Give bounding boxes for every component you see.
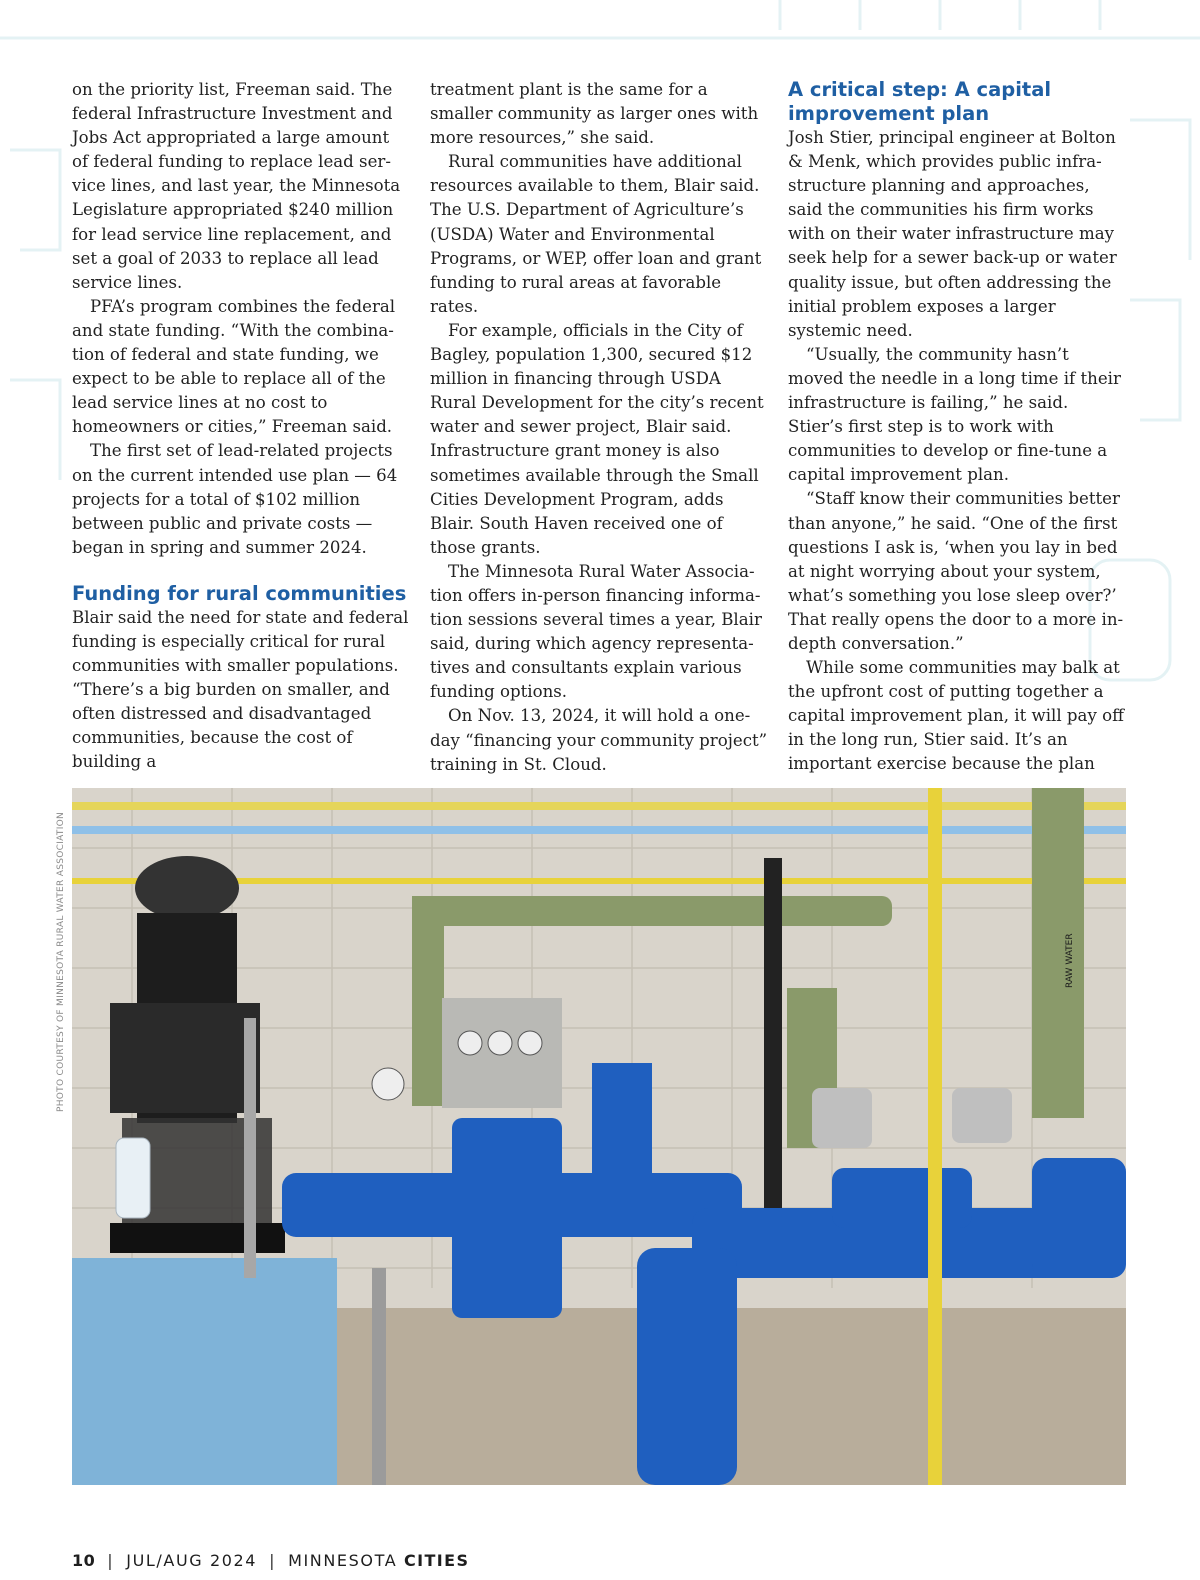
paragraph: treatment plant is the same for a smaller community as larger ones with more resources,” she said. [430,80,759,148]
page-footer [72,1551,469,1575]
section-heading-capital-plan: A critical step: A capital improvement plan [788,78,1052,125]
article-column-1 [72,78,410,775]
paragraph: Josh Stier, principal engineer at Bolton & Menk, which provides public infrastructure planning and approaches, said the communities his firm works with on their water infrastructure may seek help for a sewer back-up or water quality issue, but often addressing the initial problem exposes a larger systemic need. [788,128,1117,340]
paragraph: The Minnesota Rural Water Association offers in-person financing information sessions several times a year, Blair said, during which agency representatives and consultants explain various funding options. [430,561,762,702]
water-treatment-pump-room-photo [72,788,1126,1485]
issue-date: JUL/AUG 2024 [126,1551,258,1570]
page-number: 10 [72,1551,96,1570]
raw-water-label: RAW WATER [1065,933,1075,988]
paragraph: For example, officials in the City of Bagley, population 1,300, secured $12 million in financing through USDA Rural Development for the city’s recent water and sewer project, Blair said. Infrastructure grant money is also sometimes available through the Small Cities Development Program, adds Blair. South Haven received one of those grants. [430,320,764,557]
paragraph: on the priority list, Freeman said. The federal Infrastructure Investment and Jobs Act appropriated a large amount of federal funding to replace lead service lines, and last year, the Minnesota Legislature appropriated $240 million for lead service line replacement, and set a goal of 2033 to replace all lead service lines. [72,80,401,292]
article-column-3 [788,78,1126,777]
paragraph: “Staff know their communities better than anyone,” he said. “One of the first questions I ask is, ‘when you lay in bed at night worrying about your system, what’s something you lose sleep over?’ That really opens the door to a more in-depth conversation.” [788,489,1124,653]
footer-divider: | [269,1551,277,1570]
footer-divider: | [107,1551,115,1570]
article-column-2 [430,78,768,777]
photo-credit: PHOTO COURTESY OF MINNESOTA RURAL WATER ASSOCIATION [56,811,66,1112]
publication-name: MINNESOTA [288,1551,398,1570]
paragraph: Blair said the need for state and federal funding is especially critical for rural communities with smaller populations. “There’s a big burden on smaller, and often distressed and disadvantaged communities, because the cost of building a [72,607,409,772]
paragraph: Rural communities have additional resources available to them, Blair said. The U.S. Department of Agriculture’s (USDA) Water and Environmental Programs, or WEP, offer loan and grant funding to rural areas at favorable rates. [430,152,762,316]
paragraph: “Usually, the community hasn’t moved the needle in a long time if their infrastructure is failing,” he said. Stier’s first step is to work with communities to develop or fine-tune a capital improvement plan. [788,344,1121,485]
paragraph: While some communities may balk at the upfront cost of putting together a capital improvement plan, it will pay off in the long run, Stier said. It’s an important exercise because the plan [788,658,1124,774]
paragraph: On Nov. 13, 2024, it will hold a one-day “financing your community project” training in St. Cloud. [430,706,768,774]
paragraph: The first set of lead-related projects on the current intended use plan — 64 projects for a total of $102 million between public and private costs — began in spring and summer 2024. [72,441,398,557]
publication-name-bold: CITIES [403,1551,470,1570]
paragraph: PFA’s program combines the federal and state funding. “With the combination of federal and state funding, we expect to be able to replace all of the lead service lines at no cost to homeowners or cities,” Freeman said. [72,296,396,437]
section-heading-funding: Funding for rural communities [72,581,407,605]
